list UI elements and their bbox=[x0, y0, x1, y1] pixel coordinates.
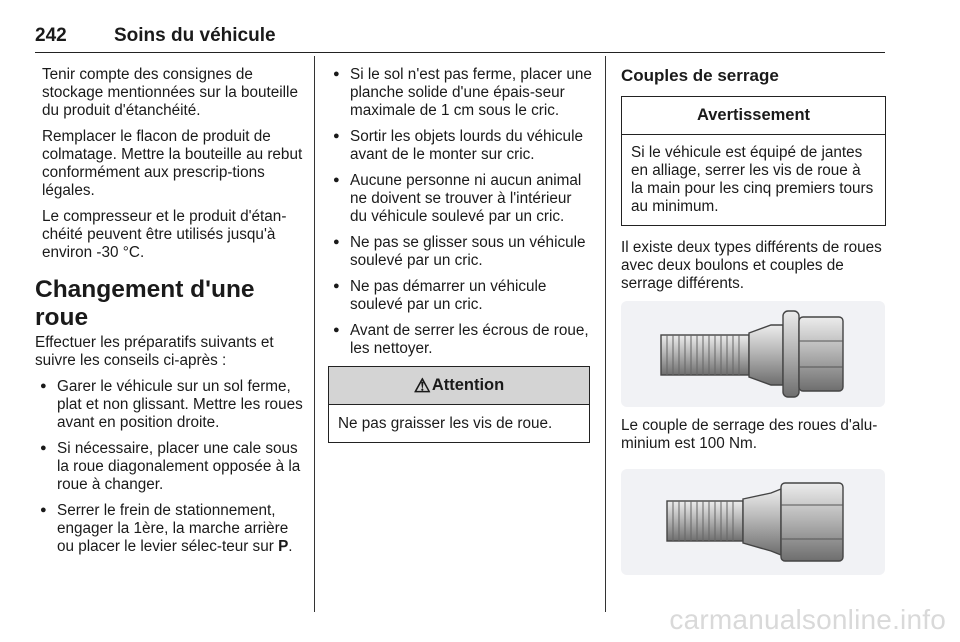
page-number: 242 bbox=[35, 25, 67, 46]
page-title: Soins du véhicule bbox=[114, 25, 276, 46]
paragraph: Tenir compte des consignes de stockage mentionnées sur la bouteille du produit d'étanchéité. bbox=[42, 66, 298, 119]
list-item: ● Garer le véhicule sur un sol ferme, plat et non glissant. Mettre les roues avant en position droite. bbox=[35, 378, 305, 432]
left-column bbox=[35, 66, 305, 564]
attention-title: Attention bbox=[431, 376, 505, 394]
bullet-list bbox=[35, 378, 305, 556]
list-item: ● Avant de serrer les écrous de roue, les nettoyer. bbox=[328, 322, 592, 358]
paragraph: Le compresseur et le produit d'étan-chéité peuvent être utilisés jusqu'à environ -30 °C. bbox=[42, 208, 287, 261]
list-item: ● Ne pas démarrer un véhicule soulevé par un cric. bbox=[328, 278, 592, 314]
bullet-list bbox=[328, 66, 592, 358]
middle-column bbox=[328, 66, 592, 443]
right-column bbox=[621, 66, 886, 575]
list-item: ● Si nécessaire, placer une cale sous la roue diagonalement opposée à la roue à changer. bbox=[35, 440, 305, 494]
list-item: ● Ne pas se glisser sous un véhicule soulevé par un cric. bbox=[328, 234, 592, 270]
alloy-wheel-bolt-illustration bbox=[621, 469, 885, 575]
attention-text: Ne pas graisser les vis de roue. bbox=[338, 415, 553, 432]
watermark: carmanualsonline.info bbox=[669, 604, 946, 635]
warning-text: Si le véhicule est équipé de jantes en alliage, serrer les vis de roue à la main pour les cinq premiers tours au minimum. bbox=[631, 144, 874, 215]
attention-box bbox=[328, 366, 590, 443]
section-heading: Changement d'une roue bbox=[35, 276, 255, 331]
wheel-bolt-image bbox=[621, 301, 885, 407]
list-item: ● Si le sol n'est pas ferme, placer une planche solide d'une épais-seur maximale de 1 cm sous le cric. bbox=[328, 66, 592, 120]
attention-header bbox=[329, 367, 589, 405]
paragraph: Remplacer le flacon de produit de colmatage. Mettre la bouteille au rebut conformément aux prescrip-tions légales. bbox=[42, 128, 303, 199]
list-item bbox=[35, 502, 305, 556]
warning-box bbox=[621, 96, 886, 226]
paragraph: Le couple de serrage des roues d'alu-minium est 100 Nm. bbox=[621, 417, 878, 452]
list-item: ● Sortir les objets lourds du véhicule avant de le monter sur cric. bbox=[328, 128, 592, 164]
gear-position-label: P bbox=[278, 538, 289, 555]
paragraph: Il existe deux types différents de roues avec deux boulons et couples de serrage différents. bbox=[621, 239, 882, 292]
punctuation: . bbox=[288, 538, 293, 555]
section-heading: Couples de serrage bbox=[621, 66, 779, 85]
wheel-bolt-illustration bbox=[621, 301, 885, 407]
column-divider bbox=[314, 56, 315, 612]
page-header bbox=[35, 18, 885, 53]
list-item-text: Serrer le frein de stationnement, engager la 1ère, la marche arrière ou placer le levier sélec-teur sur bbox=[57, 502, 289, 555]
column-divider bbox=[605, 56, 606, 612]
list-item: ● Aucune personne ni aucun animal ne doivent se trouver à l'intérieur du véhicule soulevé par un cric. bbox=[328, 172, 592, 226]
warning-header: Avertissement bbox=[622, 97, 885, 135]
paragraph: Effectuer les préparatifs suivants et suivre les conseils ci-après : bbox=[35, 334, 274, 369]
warning-triangle-icon: ⚠ bbox=[413, 376, 431, 397]
alloy-wheel-bolt-image bbox=[621, 469, 885, 575]
